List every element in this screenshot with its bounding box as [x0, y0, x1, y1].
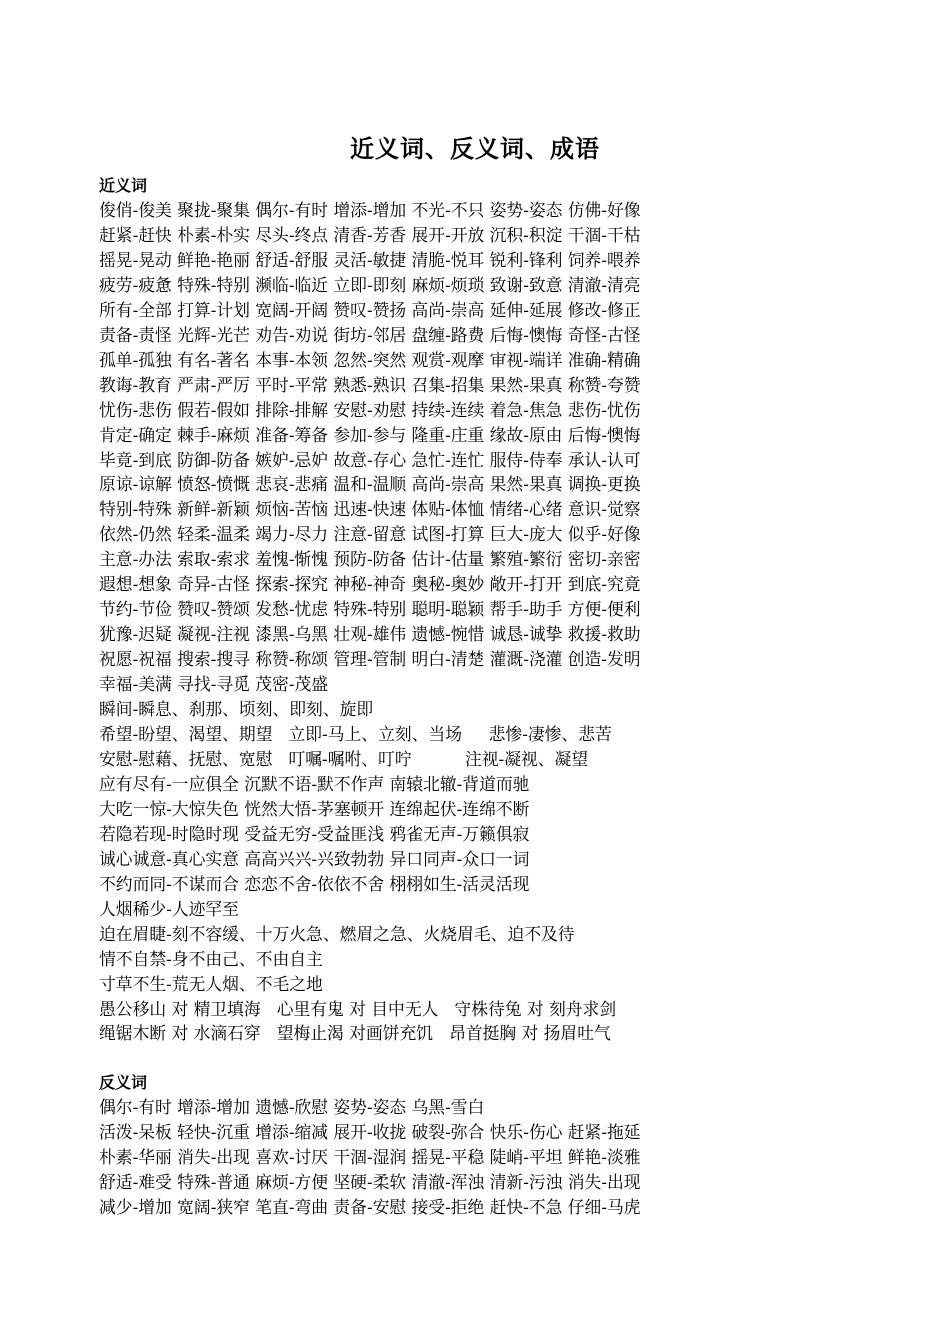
synonym-line: 孤单-孤独 有名-著名 本事-本领 忽然-突然 观赏-观摩 审视-端详 准确-精确 — [99, 349, 641, 370]
synonym-line: 所有-全部 打算-计划 宽阔-开阔 赞叹-赞扬 高尚-崇高 延伸-延展 修改-修正 — [99, 299, 641, 320]
synonym-line: 节约-节俭 赞叹-赞颂 发愁-忧虑 特殊-特别 聪明-聪颖 帮手-助手 方便-便利 — [99, 599, 641, 620]
synonym-line: 主意-办法 索取-索求 羞愧-惭愧 预防-防备 估计-估量 繁殖-繁衍 密切-亲密 — [99, 549, 641, 570]
idiom-synonym-line: 应有尽有-一应俱全 沉默不语-默不作声 南辕北辙-背道而驰 — [99, 773, 530, 794]
synonym-line: 希望-盼望、渴望、期望 立即-马上、立刻、当场 悲惨-凄惨、悲苦 — [99, 724, 612, 745]
synonym-line: 忧伤-悲伤 假若-假如 排除-排解 安慰-劝慰 持续-连续 着急-焦急 悲伤-忧伤 — [99, 399, 641, 420]
antonyms-list — [99, 1095, 859, 1220]
synonym-line: 特别-特殊 新鲜-新颖 烦恼-苦恼 迅速-快速 体贴-体恤 情绪-心绪 意识-觉察 — [99, 499, 641, 520]
idiom-pair-line: 绳锯木断 对 水滴石穿 望梅止渴 对画饼充饥 昂首挺胸 对 扬眉吐气 — [99, 1023, 611, 1044]
synonym-line: 幸福-美满 寻找-寻觅 茂密-茂盛 — [99, 674, 329, 695]
antonym-line: 活泼-呆板 轻快-沉重 增添-缩减 展开-收拢 破裂-弥合 快乐-伤心 赶紧-拖延 — [99, 1121, 641, 1142]
idiom-synonym-line: 情不自禁-身不由己、不由自主 — [99, 948, 323, 969]
synonym-line: 摇晃-晃动 鲜艳-艳丽 舒适-舒服 灵活-敏捷 清脆-悦耳 锐利-锋利 饲养-喂养 — [99, 249, 641, 270]
synonyms-heading: 近义词 — [99, 176, 148, 195]
idiom-synonym-line: 诚心诚意-真心实意 高高兴兴-兴致勃勃 异口同声-众口一词 — [99, 848, 530, 869]
idiom-synonym-line: 不约而同-不谋而合 恋恋不舍-依依不舍 栩栩如生-活灵活现 — [99, 873, 530, 894]
antonym-line: 减少-增加 宽阔-狭窄 笔直-弯曲 责备-安慰 接受-拒绝 赶快-不急 仔细-马虎 — [99, 1196, 641, 1217]
synonym-line: 犹豫-迟疑 凝视-注视 漆黑-乌黑 壮观-雄伟 遗憾-惋惜 诚恳-诚挚 救援-救助 — [99, 624, 641, 645]
synonym-line: 祝愿-祝福 搜索-搜寻 称赞-称颂 管理-管制 明白-清楚 灌溉-浇灌 创造-发明 — [99, 649, 641, 670]
antonym-line: 舒适-难受 特殊-普通 麻烦-方便 坚硬-柔软 清澈-浑浊 清新-污浊 消失-出现 — [99, 1171, 641, 1192]
synonym-line: 疲劳-疲惫 特殊-特别 濒临-临近 立即-即刻 麻烦-烦琐 致谢-致意 清澈-清亮 — [99, 274, 641, 295]
synonym-line: 瞬间-瞬息、刹那、顷刻、即刻、旋即 — [99, 699, 374, 720]
idiom-synonym-line: 若隐若现-时隐时现 受益无穷-受益匪浅 鸦雀无声-万籁俱寂 — [99, 823, 530, 844]
synonym-line: 依然-仍然 轻柔-温柔 竭力-尽力 注意-留意 试图-打算 巨大-庞大 似乎-好像 — [99, 524, 641, 545]
synonym-line: 安慰-慰藉、抚慰、宽慰 叮嘱-嘱咐、叮咛 注视-凝视、凝望 — [99, 748, 589, 769]
idiom-pair-line: 愚公移山 对 精卫填海 心里有鬼 对 目中无人 守株待兔 对 刻舟求剑 — [99, 998, 617, 1019]
synonym-line: 赶紧-赶快 朴素-朴实 尽头-终点 清香-芳香 展开-开放 沉积-积淀 干涸-干枯 — [99, 224, 641, 245]
idiom-synonym-line: 大吃一惊-大惊失色 恍然大悟-茅塞顿开 连绵起伏-连绵不断 — [99, 798, 530, 819]
synonym-line: 教诲-教育 严肃-严厉 平时-平常 熟悉-熟识 召集-招集 果然-果真 称赞-夸赞 — [99, 374, 641, 395]
antonyms-heading: 反义词 — [99, 1073, 148, 1092]
antonym-line: 偶尔-有时 增添-增加 遗憾-欣慰 姿势-姿态 乌黑-雪白 — [99, 1097, 485, 1117]
synonym-line: 责备-责怪 光辉-光芒 劝告-劝说 街坊-邻居 盘缠-路费 后悔-懊悔 奇怪-古怪 — [99, 324, 641, 345]
page-title: 近义词、反义词、成语 — [350, 135, 600, 163]
synonym-line: 俊俏-俊美 聚拢-聚集 偶尔-有时 增添-增加 不光-不只 姿势-姿态 仿佛-好像 — [99, 200, 641, 220]
idiom-synonym-line: 迫在眉睫-刻不容缓、十万火急、燃眉之急、火烧眉毛、迫不及待 — [99, 923, 575, 944]
antonym-line: 朴素-华丽 消失-出现 喜欢-讨厌 干涸-湿润 摇晃-平稳 陡峭-平坦 鲜艳-淡雅 — [99, 1146, 641, 1167]
idiom-synonym-line: 寸草不生-荒无人烟、不毛之地 — [99, 973, 323, 994]
idiom-synonym-line: 人烟稀少-人迹罕至 — [99, 898, 239, 919]
synonym-line: 毕竟-到底 防御-防备 嫉妒-忌妒 故意-存心 急忙-连忙 服侍-侍奉 承认-认可 — [99, 449, 641, 470]
synonym-line: 原谅-谅解 愤怒-愤慨 悲哀-悲痛 温和-温顺 高尚-崇高 果然-果真 调换-更换 — [99, 474, 641, 495]
synonym-line: 遐想-想象 奇异-古怪 探索-探究 神秘-神奇 奥秘-奥妙 敞开-打开 到底-究竟 — [99, 574, 641, 595]
synonyms-list — [99, 198, 859, 1046]
synonym-line: 肯定-确定 棘手-麻烦 准备-筹备 参加-参与 隆重-庄重 缘故-原由 后悔-懊悔 — [99, 424, 641, 445]
